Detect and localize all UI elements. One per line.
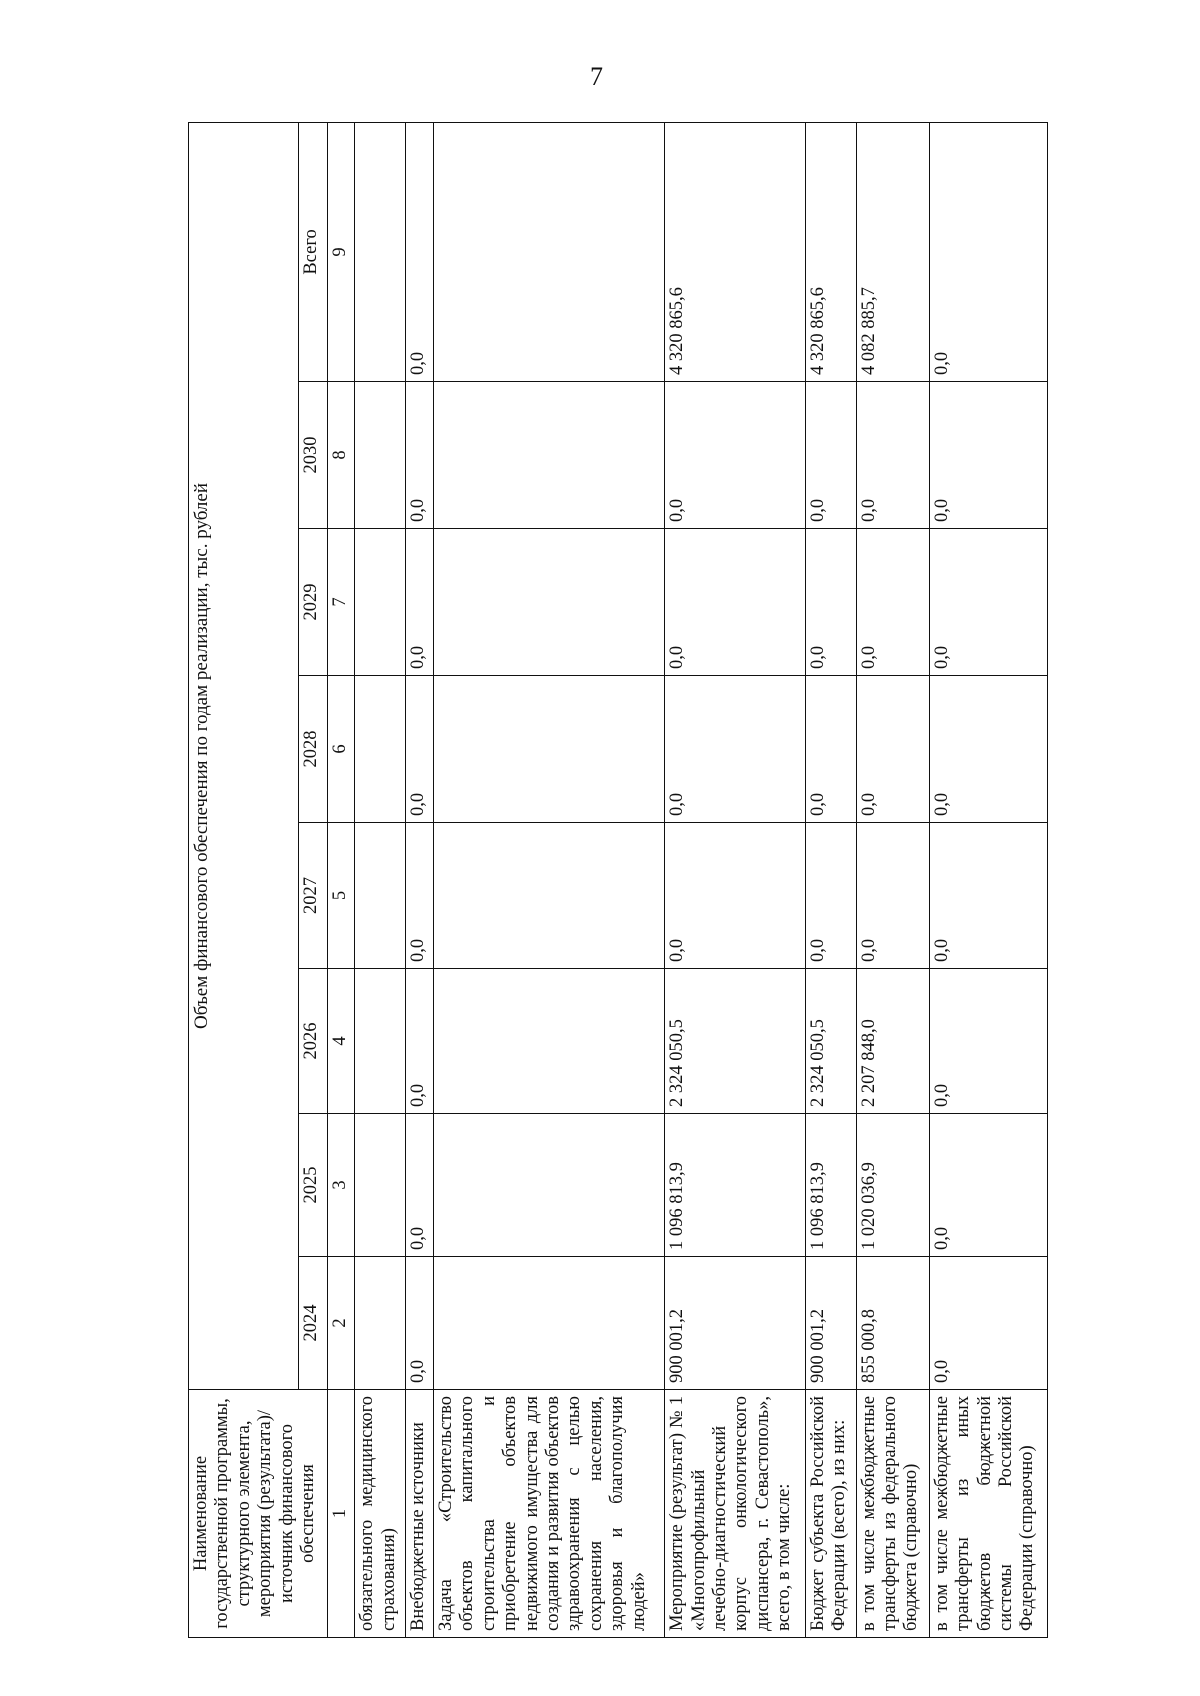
row-value: 0,0 [806,529,856,676]
row-value [355,382,405,529]
page-number: 7 [590,62,603,91]
col-number: 7 [328,529,355,676]
col-number: 9 [328,122,355,381]
row-value: 1 020 036,9 [856,1114,929,1257]
row-value [433,122,664,381]
row-value: 0,0 [405,529,433,676]
table-row [856,122,929,1637]
row-value: 0,0 [806,823,856,969]
col-number: 4 [328,969,355,1114]
col-number: 6 [328,676,355,823]
row-value: 900 001,2 [806,1257,856,1390]
table-row [355,122,405,1637]
col-number: 5 [328,823,355,969]
row-value [355,1257,405,1390]
row-value: 0,0 [929,382,1047,529]
row-value: 0,0 [665,676,806,823]
row-value: 4 320 865,6 [665,122,806,381]
row-value [433,969,664,1114]
row-value [355,1114,405,1257]
row-value: 0,0 [405,1257,433,1390]
row-value [355,676,405,823]
row-value: 0,0 [929,529,1047,676]
row-value: 0,0 [929,1114,1047,1257]
header-year-2025: 2025 [299,1114,328,1257]
header-year-2028: 2028 [299,676,328,823]
row-value: 0,0 [665,823,806,969]
row-value: 0,0 [405,823,433,969]
row-value [355,529,405,676]
row-value: 0,0 [806,382,856,529]
row-value: 4 320 865,6 [806,122,856,381]
table-row [806,122,856,1637]
header-year-2026: 2026 [299,969,328,1114]
row-value [433,529,664,676]
header-year-2024: 2024 [299,1257,328,1390]
row-value: 0,0 [856,529,929,676]
row-value: 0,0 [929,823,1047,969]
row-value: 0,0 [806,676,856,823]
row-value: 0,0 [405,969,433,1114]
row-name: Мероприятие (результат) № 1 «Многопрофильный лечебно-диагностический корпус онкологического диспансера, г. Севастополь», всего, в том числе: [665,1390,806,1638]
row-value [433,1114,664,1257]
row-name: в том числе межбюджетные трансферты из федерального бюджета (справочно) [856,1390,929,1638]
row-value: 0,0 [665,382,806,529]
row-name: Внебюджетные источники [405,1390,433,1638]
row-name: в том числе межбюджетные трансферты из иных бюджетов бюджетной системы Российской Федерации (справочно) [929,1390,1047,1638]
row-value [433,1257,664,1390]
row-value [355,969,405,1114]
table-row [665,122,806,1637]
row-value: 0,0 [929,676,1047,823]
header-group-title: Объем финансового обеспечения по годам реализации, тыс. рублей [189,122,299,1389]
row-value [355,122,405,381]
table-row [405,122,433,1637]
row-value: 0,0 [856,382,929,529]
header-year-2029: 2029 [299,529,328,676]
row-name: Бюджет субъекта Российской Федерации (всего), из них: [806,1390,856,1638]
row-value: 0,0 [929,1257,1047,1390]
col-number: 3 [328,1114,355,1257]
row-value [433,382,664,529]
header-year-2027: 2027 [299,823,328,969]
row-value: 1 096 813,9 [806,1114,856,1257]
row-value: 4 082 885,7 [856,122,929,381]
row-value: 855 000,8 [856,1257,929,1390]
row-value [433,676,664,823]
row-value: 0,0 [929,122,1047,381]
row-name: обязательного медицинского страхования) [355,1390,405,1638]
row-value: 0,0 [856,676,929,823]
header-name-column: Наименование государственной программы, структурного элемента, мероприятия (результата)/источник финансового обеспечения [189,1390,328,1638]
rotated-table-container [188,123,1048,1638]
row-value: 0,0 [929,969,1047,1114]
row-value: 0,0 [405,1114,433,1257]
col-number: 2 [328,1257,355,1390]
financing-table [188,122,1048,1638]
col-number: 1 [328,1390,355,1638]
row-value: 2 324 050,5 [665,969,806,1114]
row-value: 900 001,2 [665,1257,806,1390]
row-name: Задача «Строительство объектов капитального строительства и приобретение объектов недвижимого имущества для создания и развития объектов здравоохранения с целью сохранения населения, здоровья и благополучия людей» [433,1390,664,1638]
row-value: 2 324 050,5 [806,969,856,1114]
row-value: 0,0 [856,823,929,969]
row-value: 1 096 813,9 [665,1114,806,1257]
row-value: 0,0 [405,676,433,823]
row-value: 0,0 [405,122,433,381]
col-number: 8 [328,382,355,529]
row-value [355,823,405,969]
header-year-2030: 2030 [299,382,328,529]
header-total: Всего [299,122,328,381]
table-row [929,122,1047,1637]
row-value [433,823,664,969]
row-value: 0,0 [405,382,433,529]
row-value: 0,0 [665,529,806,676]
table-row [433,122,664,1637]
row-value: 2 207 848,0 [856,969,929,1114]
